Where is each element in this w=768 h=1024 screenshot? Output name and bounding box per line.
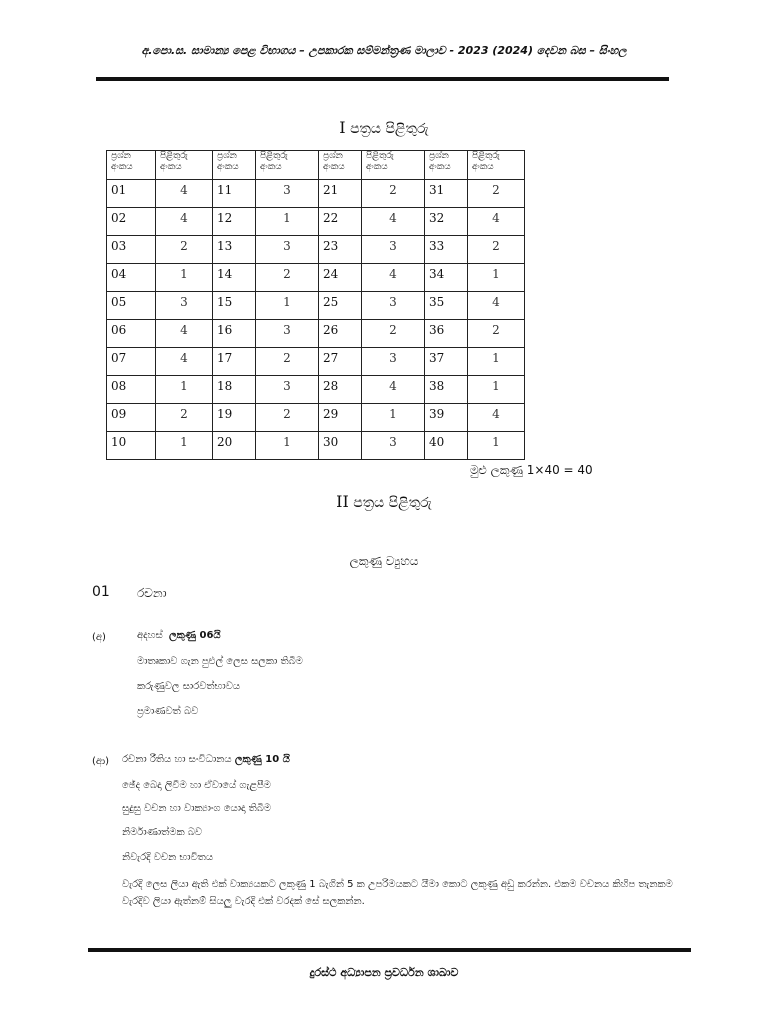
answer-table-header-row	[107, 151, 525, 180]
page-header-title: අ.පො.ස. සාමාන්‍ය පෙළ විභාගය – උපකාරක සම්මන්ත්‍රණ මාලාව - 2023 (2024) දෙවන බස – සිංහල	[141, 44, 627, 57]
question-number-cell: 31	[425, 180, 468, 208]
answer-cell: 1	[468, 348, 525, 376]
question-number-cell: 34	[425, 264, 468, 292]
table-row	[107, 432, 525, 460]
paper1-total-marks: මුළු ලකුණු 1×40 = 40	[470, 463, 593, 477]
answer-cell: 3	[256, 376, 319, 404]
part-b-heading-text: රචනා රීතිය හා සංවිධානය	[122, 754, 232, 765]
header-answer-number: පිළිතුරු අංකය	[156, 151, 213, 180]
header-question-number: ප්‍රශ්න අංකය	[213, 151, 256, 180]
table-row	[107, 208, 525, 236]
answer-cell: 2	[468, 236, 525, 264]
question-number-cell: 06	[107, 320, 156, 348]
part-b-heading	[122, 754, 290, 765]
question-number-cell: 17	[213, 348, 256, 376]
footer-text: දුරස්ථ අධ්‍යාපන ප්‍රවර්ධන ශාඛාව	[309, 966, 459, 979]
question-number-cell: 23	[319, 236, 362, 264]
answer-cell: 3	[256, 236, 319, 264]
marking-scheme-title: ලකුණු ව්‍යුහය	[349, 554, 419, 568]
answer-cell: 1	[468, 432, 525, 460]
table-row	[107, 180, 525, 208]
part-b-note: වැරදි ලෙස ලියා ඇති එක් වාක්‍යයකට ලකුණු 1 බැගින් 5 ක උපරිමයකට යීමා කොට ලකුණු අඩු කරන්න. එකම වචනය කිහිප තැනකම වැරදිව ලියා ඇත්නම් සියලු වැරදි එක් වරදක් සේ සලකන්න.	[122, 879, 673, 907]
answer-cell: 4	[468, 404, 525, 432]
paper2-roman-numeral: II	[336, 492, 349, 511]
table-row	[107, 264, 525, 292]
answer-cell: 3	[156, 292, 213, 320]
answer-cell: 2	[362, 180, 425, 208]
paper1-roman-numeral: I	[339, 118, 346, 137]
part-a-marks: ලකුණු 06යි	[169, 630, 221, 641]
answer-cell: 3	[256, 320, 319, 348]
question-title: රචනා	[137, 586, 167, 600]
question-number-cell: 32	[425, 208, 468, 236]
header-answer-number: පිළිතුරු අංකය	[362, 151, 425, 180]
table-row	[107, 292, 525, 320]
answer-cell: 1	[156, 376, 213, 404]
question-number-cell: 38	[425, 376, 468, 404]
answer-cell: 3	[256, 180, 319, 208]
part-a-heading-text: අදහස්	[137, 630, 163, 641]
answer-cell: 4	[156, 208, 213, 236]
question-number-cell: 16	[213, 320, 256, 348]
header-question-number: ප්‍රශ්න අංකය	[425, 151, 468, 180]
paper2-title-text: පත්‍රය පිළිතුරු	[353, 495, 432, 511]
question-number: 01	[92, 584, 110, 600]
question-number-cell: 30	[319, 432, 362, 460]
question-number-cell: 09	[107, 404, 156, 432]
part-a-label: (අ)	[92, 632, 106, 643]
question-number-cell: 26	[319, 320, 362, 348]
answer-cell: 2	[468, 180, 525, 208]
answer-table-body	[107, 180, 525, 460]
answer-cell: 4	[362, 208, 425, 236]
question-number-cell: 02	[107, 208, 156, 236]
table-row	[107, 348, 525, 376]
part-a-item: කරුණුවල සාරවත්භාවය	[137, 681, 241, 692]
table-row	[107, 376, 525, 404]
question-number-cell: 37	[425, 348, 468, 376]
answer-cell: 2	[362, 320, 425, 348]
answer-cell: 3	[362, 292, 425, 320]
answer-cell: 2	[156, 404, 213, 432]
answer-cell: 4	[468, 292, 525, 320]
answer-cell: 3	[362, 432, 425, 460]
question-number-cell: 35	[425, 292, 468, 320]
question-number-cell: 15	[213, 292, 256, 320]
answer-cell: 1	[156, 264, 213, 292]
question-number-cell: 13	[213, 236, 256, 264]
question-number-cell: 18	[213, 376, 256, 404]
question-number-cell: 21	[319, 180, 362, 208]
answer-cell: 1	[256, 292, 319, 320]
header-answer-number: පිළිතුරු අංකය	[256, 151, 319, 180]
paper2-title	[0, 492, 768, 511]
part-b-item: ඡේද බෙදා ලිවීම හා ඒවායේ ගැළපීම	[122, 780, 271, 791]
answer-cell: 4	[156, 348, 213, 376]
question-number-cell: 24	[319, 264, 362, 292]
part-b-item: නිර්මාණාත්මක බව	[122, 827, 203, 838]
part-a-item: මාතෘකාව ගැන පුළුල් ලෙස සලකා තිබීම	[137, 656, 303, 667]
header-question-number: ප්‍රශ්න අංකය	[107, 151, 156, 180]
question-number-cell: 20	[213, 432, 256, 460]
question-number-cell: 25	[319, 292, 362, 320]
table-row	[107, 404, 525, 432]
answer-cell: 2	[468, 320, 525, 348]
question-number-cell: 03	[107, 236, 156, 264]
paper1-title	[0, 118, 768, 137]
paper1-title-text: පත්‍රය පිළිතුරු	[350, 121, 429, 137]
answer-cell: 1	[256, 208, 319, 236]
part-a-heading	[137, 630, 221, 641]
header-answer-number: පිළිතුරු අංකය	[468, 151, 525, 180]
question-number-cell: 14	[213, 264, 256, 292]
question-number-cell: 33	[425, 236, 468, 264]
question-number-cell: 27	[319, 348, 362, 376]
part-b-marks: ලකුණු 10 යි	[234, 754, 290, 765]
answer-cell: 1	[256, 432, 319, 460]
footer-rule	[88, 948, 691, 952]
answer-cell: 3	[362, 348, 425, 376]
answer-cell: 2	[156, 236, 213, 264]
question-number-cell: 29	[319, 404, 362, 432]
answer-cell: 1	[156, 432, 213, 460]
answer-cell: 4	[362, 376, 425, 404]
header-question-number: ප්‍රශ්න අංකය	[319, 151, 362, 180]
part-b-label: (ආ)	[92, 756, 110, 767]
header-rule	[96, 77, 669, 81]
answer-cell: 2	[256, 404, 319, 432]
question-number-cell: 19	[213, 404, 256, 432]
question-number-cell: 11	[213, 180, 256, 208]
part-a-item: ප්‍රමාණවත් බව	[137, 706, 199, 717]
answer-cell: 4	[156, 320, 213, 348]
question-number-cell: 36	[425, 320, 468, 348]
answer-cell: 4	[156, 180, 213, 208]
part-b-item: නිවැරදි වචන භාවිතය	[122, 852, 214, 863]
question-number-cell: 40	[425, 432, 468, 460]
question-number-cell: 12	[213, 208, 256, 236]
question-number-cell: 04	[107, 264, 156, 292]
answer-cell: 2	[256, 264, 319, 292]
question-number-cell: 07	[107, 348, 156, 376]
answer-cell: 1	[362, 404, 425, 432]
table-row	[107, 320, 525, 348]
answer-cell: 4	[468, 208, 525, 236]
part-b-item: සුදුසු වචන හා වාක්‍යාංග යොදා තිබීම	[122, 803, 272, 814]
answer-cell: 4	[362, 264, 425, 292]
answer-table	[106, 150, 525, 460]
question-number-cell: 22	[319, 208, 362, 236]
question-number-cell: 05	[107, 292, 156, 320]
answer-cell: 1	[468, 264, 525, 292]
question-number-cell: 08	[107, 376, 156, 404]
question-number-cell: 39	[425, 404, 468, 432]
table-row	[107, 236, 525, 264]
answer-cell: 1	[468, 376, 525, 404]
question-number-cell: 10	[107, 432, 156, 460]
question-number-cell: 01	[107, 180, 156, 208]
answer-cell: 2	[256, 348, 319, 376]
answer-cell: 3	[362, 236, 425, 264]
question-number-cell: 28	[319, 376, 362, 404]
